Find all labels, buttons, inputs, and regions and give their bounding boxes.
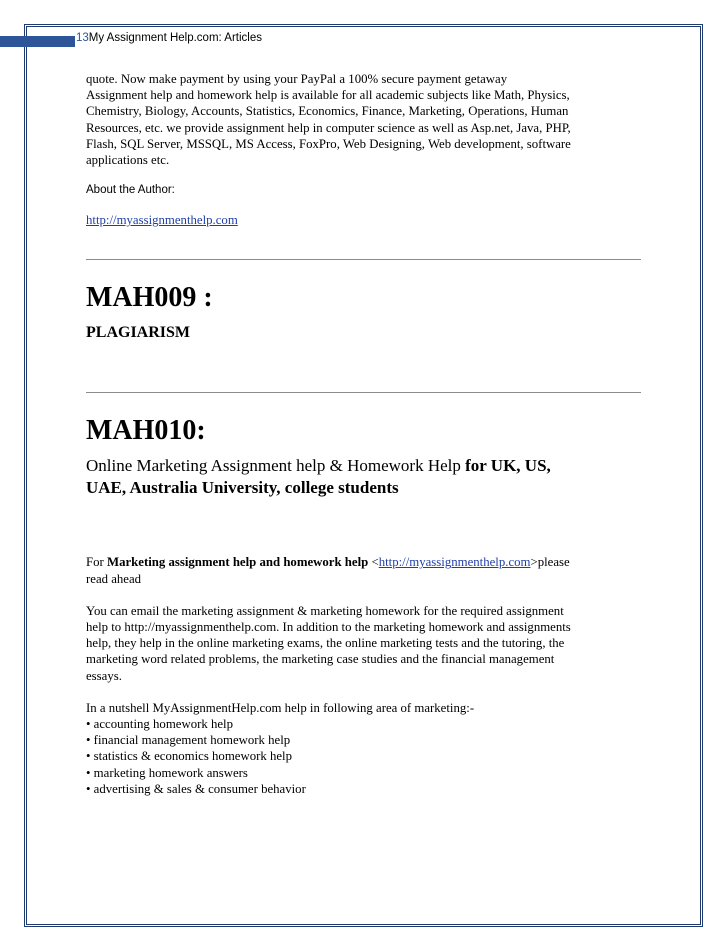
email-paragraph [86,603,646,684]
para-line: You can email the marketing assignment & marketing homework for the required assignment [86,603,564,618]
mah010-title-bold: UAE, Australia University, college students [86,478,399,498]
section-divider [86,259,641,260]
intro-line: Chemistry, Biology, Accounts, Statistics, Economics, Finance, Marketing, Operations, Human [86,104,569,119]
mah010-title [86,455,646,499]
intro-paragraph [86,71,646,168]
for-prefix: For [86,555,107,570]
intro-line: applications etc. [86,153,170,168]
nutshell-section [86,700,646,797]
list-item: • financial management homework help [86,733,291,748]
page-header [76,32,262,44]
for-paragraph [86,554,646,586]
mah009-subtitle: PLAGIARISM [86,324,191,342]
mah009-heading: MAH009 : [86,282,213,314]
intro-line: Assignment help and homework help is available for all academic subjects like Math, Physics, [86,88,570,103]
nutshell-line: In a nutshell MyAssignmentHelp.com help in following area of marketing:- [86,700,475,715]
mah010-title-regular: Online Marketing Assignment help & Homework Help [86,456,466,476]
header-title: My Assignment Help.com: Articles [88,32,262,44]
list-item: • marketing homework answers [86,765,248,780]
para-line: marketing word related problems, the marketing case studies and the financial management [86,652,555,667]
list-item: • accounting homework help [86,717,233,732]
intro-line: Resources, etc. we provide assignment help in computer science as well as Asp.net, Java, PHP, [86,120,571,135]
mah010-title-bold: for UK, US, [465,456,551,476]
intro-line: Flash, SQL Server, MSSQL, MS Access, FoxPro, Web Designing, Web development, software [86,136,571,151]
for-bold: Marketing assignment help and homework help [106,555,369,570]
for-close: >please [530,555,570,570]
for-line: read ahead [86,571,142,586]
page-number: 13 [76,32,89,44]
list-item: • advertising & sales & consumer behavior [86,781,306,796]
author-link[interactable]: http://myassignmenthelp.com [86,213,238,228]
for-open: < [368,555,379,570]
section-divider [86,392,641,393]
para-line: essays. [86,668,122,683]
para-line: help, they help in the online marketing exams, the online marketing tests and the tutoring, the [86,636,565,651]
mah010-heading: MAH010: [86,415,206,447]
para-line: help to http://myassignmenthelp.com. In addition to the marketing homework and assignments [86,620,571,635]
list-item: • statistics & economics homework help [86,749,292,764]
marketing-link[interactable]: http://myassignmenthelp.com [378,555,531,570]
page-content [86,71,646,797]
about-author-label: About the Author: [86,184,175,197]
intro-line: quote. Now make payment by using your PayPal a 100% secure payment getaway [86,72,508,86]
header-accent-bar [0,36,75,47]
